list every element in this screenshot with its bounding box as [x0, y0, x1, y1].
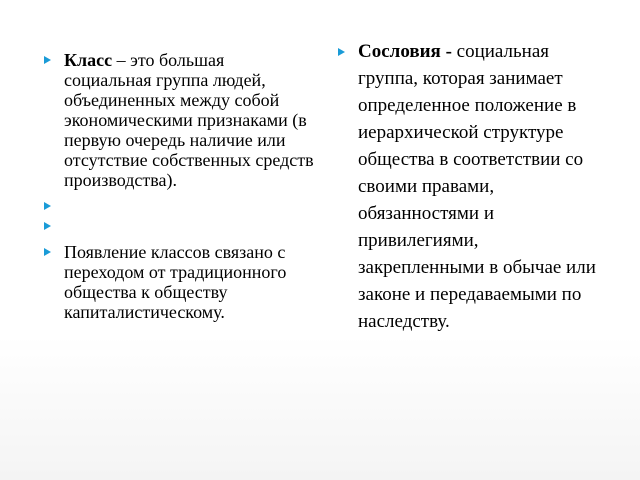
list-item-class-definition — [44, 50, 314, 190]
left-bullet-list — [44, 50, 314, 322]
bullet-icon — [44, 248, 51, 256]
bullet-icon — [44, 222, 51, 230]
class-definition-text: – это большая социальная группа людей, объединенных между собой экономическими признаками (в первую очередь наличие или отсутствие собственных средств производства). — [64, 50, 314, 190]
list-item-empty — [44, 196, 314, 216]
estate-definition-text: социальная группа, которая занимает определенное положение в иерархической структуре общества в соответствии со своими правами, обязанностями и привилегиями, закрепленными в обычае или законе и передаваемыми по наследству. — [358, 41, 596, 332]
term-class: Класс — [64, 50, 113, 70]
list-item-class-origin — [44, 242, 314, 322]
class-origin-text: Появление классов связано с переходом от традиционного общества к обществу капиталистическому. — [64, 242, 287, 322]
term-estates: Сословия - — [358, 41, 452, 62]
list-item-empty — [44, 216, 314, 236]
bullet-icon — [44, 56, 51, 64]
right-bullet-list — [338, 38, 608, 335]
bullet-icon — [338, 48, 345, 56]
list-item-estate-definition — [338, 38, 608, 335]
bullet-icon — [44, 202, 51, 210]
